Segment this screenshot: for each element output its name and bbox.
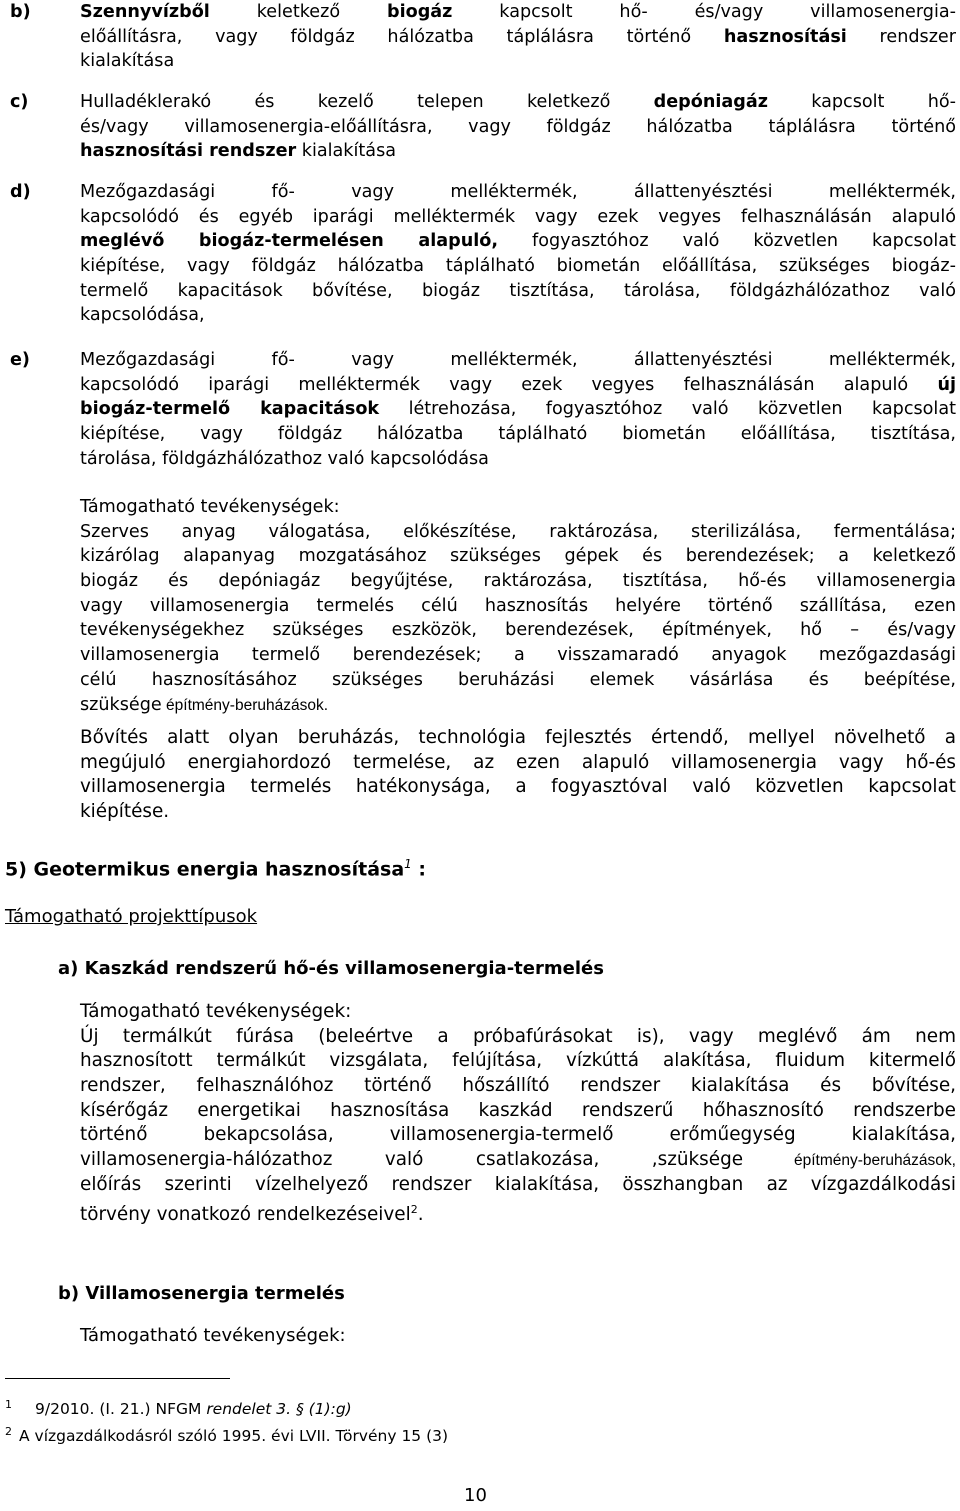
section-title: 5) Geotermikus energia hasznosítása$^1$ : bbox=[5, 857, 427, 881]
text-line: szüksége építmény-beruházások. bbox=[80, 694, 329, 715]
item-c-paragraph bbox=[10, 90, 956, 164]
text-line: c) Hulladéklerakó és kezelő telepen keletkező depóniagáz kapcsolt hő- bbox=[10, 90, 956, 115]
item-e-paragraph bbox=[10, 348, 956, 471]
text-line: törvény vonatkozó rendelkezéseivel$^2$. bbox=[80, 1202, 424, 1225]
text-line: vagy villamosenergia termelés célú hasznosítás helyére történő szállítása, ezen bbox=[80, 595, 956, 616]
item-b-paragraph bbox=[10, 0, 956, 74]
subsection-a-heading: a) Kaszkád rendszerű hő-és villamosenergia-termelés bbox=[58, 958, 604, 979]
footnote-ref: 2 bbox=[410, 1202, 418, 1216]
supported-activities-biogas bbox=[80, 495, 956, 717]
text-line: biogáz-termelő kapacitások létrehozása, fogyasztóhoz való közvetlen kapcsolat bbox=[80, 399, 956, 420]
footnote-separator bbox=[5, 1378, 230, 1379]
text-line: kapcsolódó és egyéb iparági melléktermék vagy ezek vegyes felhasználásán alapuló bbox=[80, 206, 956, 227]
text-line: e) Mezőgazdasági fő- vagy melléktermék, állattenyésztési melléktermék, bbox=[10, 348, 956, 373]
activities-heading: Támogatható tevékenységek: bbox=[80, 497, 340, 517]
text-line: megújuló energiahordozó termelése, az ezen alapuló villamosenergia vagy hő-és bbox=[80, 751, 956, 773]
expansion-definition bbox=[80, 726, 956, 825]
item-label: d) bbox=[10, 182, 31, 202]
text-line: Bővítés alatt olyan beruházás, technológia fejlesztés értendő, mellyel növelhető a bbox=[80, 727, 956, 748]
text-line: tárolása, földgázhálózathoz való kapcsolódása bbox=[80, 448, 489, 469]
text-line: villamosenergia termelés hatékonysága, a fogyasztóval való közvetlen kapcsolat bbox=[80, 776, 956, 798]
text-line: kiépítése, vagy földgáz hálózatba táplálható biometán előállítása, tisztítása, bbox=[80, 424, 956, 445]
text-line: kapcsolódó iparági melléktermék vagy ezek vegyes felhasználásán alapuló új bbox=[80, 374, 956, 395]
text-line: és/vagy villamosenergia-előállításra, vagy földgáz hálózatba táplálásra történő bbox=[80, 116, 956, 137]
section-subtitle: Támogatható projekttípusok bbox=[5, 906, 258, 927]
item-label: e) bbox=[10, 350, 30, 370]
text-line: rendszer, felhasználóhoz történő hőszállító rendszer kialakítása és bővítése, bbox=[80, 1075, 956, 1097]
text-line: kiépítése, vagy földgáz hálózatba táplálható biometán előállítása, szükséges biogáz- bbox=[80, 256, 956, 277]
text-line: villamosenergia termelő berendezések; a visszamaradó anyagok mezőgazdasági bbox=[80, 645, 956, 666]
text-line: kizárólag alapanyag mozgatásához szükséges gépek és berendezések; a keletkező bbox=[80, 546, 956, 567]
text-line: hasznosítási rendszer kialakítása bbox=[80, 141, 397, 162]
text-line: kísérőgáz energetikai hasznosítása kaszkád rendszerű hőhasznosító rendszerbe bbox=[80, 1099, 956, 1121]
footnote-2: 2 A vízgazdálkodásról szóló 1995. évi LVII. Törvény 15 (3) bbox=[5, 1425, 449, 1446]
footnote-1: 1 9/2010. (I. 21.) NFGM rendelet 3. § (1):g) bbox=[5, 1398, 352, 1419]
text-line: villamosenergia-hálózathoz való csatlakozása, ,szüksége építmény-beruházások, bbox=[80, 1149, 956, 1171]
activities-heading: Támogatható tevékenységek: bbox=[80, 1325, 346, 1346]
text-line: kialakítása bbox=[80, 51, 175, 72]
text-line: kiépítése. bbox=[80, 801, 170, 823]
item-label: c) bbox=[10, 92, 29, 112]
text-line: d) Mezőgazdasági fő- vagy melléktermék, állattenyésztési melléktermék, bbox=[10, 180, 956, 205]
text-line: Új termálkút fúrása (beleértve a próbafúrásokat is), vagy meglévő ám nem bbox=[80, 1025, 956, 1047]
text-line: hasznosított termálkút vizsgálata, felújítása, vízkúttá alakítása, fluidum kitermelő bbox=[80, 1050, 956, 1072]
activities-heading: Támogatható tevékenységek: bbox=[80, 1001, 352, 1022]
text-line: célú hasznosításához szükséges beruházási elemek vásárlása és beépítése, bbox=[80, 669, 956, 690]
page-number: 10 bbox=[464, 1485, 487, 1506]
text-line: b) Szennyvízből keletkező biogáz kapcsolt hő- és/vagy villamosenergia- bbox=[10, 0, 956, 25]
text-line: Szerves anyag válogatása, előkészítése, raktározása, sterilizálása, fermentálása; bbox=[80, 521, 956, 542]
subsection-b-heading: b) Villamosenergia termelés bbox=[58, 1283, 345, 1304]
text-line: termelő kapacitások bővítése, biogáz tisztítása, tárolása, földgázhálózathoz való bbox=[80, 280, 956, 301]
item-label: b) bbox=[10, 2, 31, 22]
text-line: biogáz és depóniagáz begyűjtése, raktározása, tisztítása, hő-és villamosenergia bbox=[80, 571, 956, 592]
footnote-ref: 1 bbox=[404, 857, 412, 871]
item-d-paragraph bbox=[10, 180, 956, 328]
text-line: meglévő biogáz-termelésen alapuló, fogyasztóhoz való közvetlen kapcsolat bbox=[80, 231, 956, 252]
text-line: tevékenységekhez szükséges eszközök, berendezések, építmények, hő – és/vagy bbox=[80, 620, 956, 641]
text-line: előírás szerinti vízelhelyező rendszer kialakítása, összhangban az vízgazdálkodási bbox=[80, 1173, 956, 1195]
text-line: történő bekapcsolása, villamosenergia-termelő erőműegység kialakítása, bbox=[80, 1124, 956, 1146]
text-line: előállításra, vagy földgáz hálózatba táplálásra történő hasznosítási rendszer bbox=[80, 26, 956, 47]
supported-activities-geothermal bbox=[80, 1000, 956, 1225]
text-line: kapcsolódása, bbox=[80, 305, 205, 326]
